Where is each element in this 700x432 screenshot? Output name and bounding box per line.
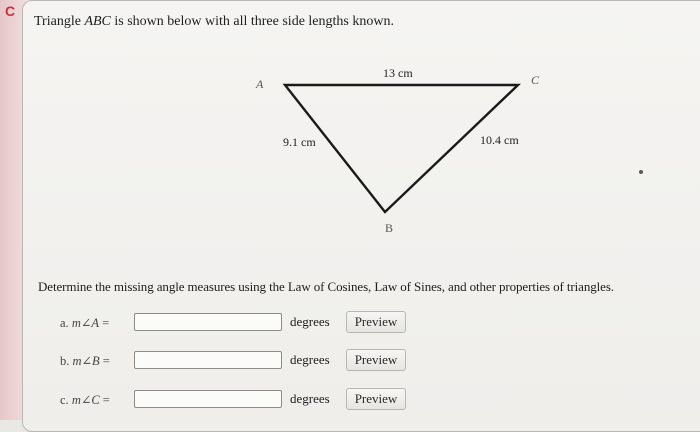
vertex-a-label: A bbox=[256, 77, 264, 91]
unit-label: degrees bbox=[290, 352, 330, 367]
brand-logo-icon: C bbox=[5, 3, 16, 19]
question-prefix: c. bbox=[60, 393, 69, 407]
prompt-suffix: is shown below with all three side lengths known. bbox=[110, 14, 394, 29]
vertex-b-label: B bbox=[385, 221, 394, 235]
angle-letter: B bbox=[92, 354, 100, 368]
preview-button-a[interactable]: Preview bbox=[346, 311, 406, 333]
preview-button-c[interactable]: Preview bbox=[346, 388, 406, 410]
question-row-b bbox=[0, 349, 700, 373]
angle-c-input[interactable] bbox=[134, 390, 282, 408]
triangle-shape bbox=[285, 85, 518, 212]
instructions-text: Determine the missing angle measures using the Law of Cosines, Law of Sines, and other properties of triangles. bbox=[38, 279, 614, 294]
prompt-prefix: Triangle bbox=[34, 14, 85, 29]
question-label: a. m∠A = bbox=[60, 316, 110, 330]
measure-symbol: m∠ bbox=[72, 354, 93, 368]
side-bc-label: 10.4 cm bbox=[480, 133, 519, 147]
stray-dot bbox=[639, 170, 643, 174]
measure-symbol: m∠ bbox=[71, 393, 92, 407]
measure-symbol: m∠ bbox=[71, 316, 92, 330]
angle-b-input[interactable] bbox=[134, 351, 282, 369]
prompt-triangle-name: ABC bbox=[84, 14, 111, 29]
question-label: b. m∠B = bbox=[60, 354, 110, 368]
angle-letter: C bbox=[91, 393, 100, 407]
angle-a-input[interactable] bbox=[134, 313, 282, 331]
side-ab-label: 9.1 cm bbox=[283, 135, 316, 149]
vertex-c-label: C bbox=[531, 73, 540, 87]
unit-label: degrees bbox=[290, 314, 330, 329]
question-row-c bbox=[0, 388, 700, 412]
question-prefix: a. bbox=[60, 316, 69, 330]
question-label: c. m∠C = bbox=[60, 393, 110, 407]
question-row-a bbox=[0, 311, 700, 335]
angle-letter: A bbox=[91, 316, 99, 330]
side-ac-label: 13 cm bbox=[383, 66, 413, 80]
unit-label: degrees bbox=[290, 391, 330, 406]
preview-button-b[interactable]: Preview bbox=[346, 349, 406, 371]
question-prefix: b. bbox=[60, 354, 70, 368]
